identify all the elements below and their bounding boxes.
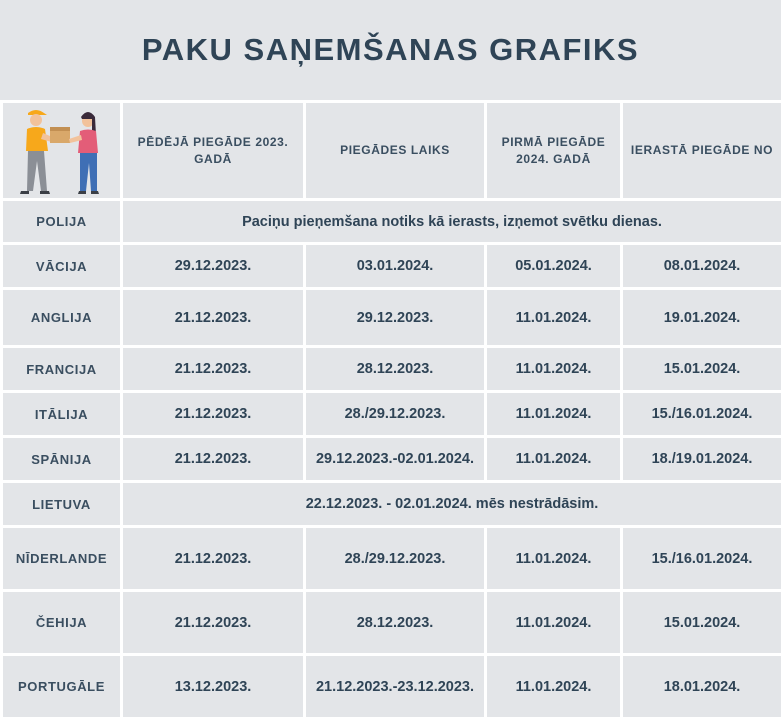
- country-cell: POLIJA: [2, 200, 122, 244]
- country-cell: FRANCIJA: [2, 347, 122, 392]
- country-cell: ČEHIJA: [2, 591, 122, 655]
- first-delivery-cell: 11.01.2024.: [486, 289, 622, 347]
- usual-delivery-cell: 08.01.2024.: [622, 244, 781, 289]
- table-row: [2, 392, 781, 437]
- table-row: [2, 591, 781, 655]
- header-last-delivery: PĒDĒJĀ PIEGĀDE 2023. GADĀ: [122, 102, 305, 200]
- table-row: [2, 482, 781, 527]
- country-cell: ANGLIJA: [2, 289, 122, 347]
- row-note: Paciņu pieņemšana notiks kā ierasts, izņemot svētku dienas.: [122, 200, 781, 244]
- usual-delivery-cell: 19.01.2024.: [622, 289, 781, 347]
- first-delivery-cell: 05.01.2024.: [486, 244, 622, 289]
- usual-delivery-cell: 15./16.01.2024.: [622, 527, 781, 591]
- first-delivery-cell: 11.01.2024.: [486, 591, 622, 655]
- country-cell: VĀCIJA: [2, 244, 122, 289]
- delivery-time-cell: 28.12.2023.: [305, 347, 486, 392]
- last-delivery-cell: 13.12.2023.: [122, 655, 305, 719]
- country-cell: ITĀLIJA: [2, 392, 122, 437]
- table-row: [2, 289, 781, 347]
- row-note: 22.12.2023. - 02.01.2024. mēs nestrādāsim.: [122, 482, 781, 527]
- delivery-time-cell: 03.01.2024.: [305, 244, 486, 289]
- page-title: PAKU SAŅEMŠANAS GRAFIKS: [141, 32, 640, 67]
- usual-delivery-cell: 15./16.01.2024.: [622, 392, 781, 437]
- usual-delivery-cell: 15.01.2024.: [622, 347, 781, 392]
- table-row: [2, 527, 781, 591]
- table-row: [2, 437, 781, 482]
- first-delivery-cell: 11.01.2024.: [486, 655, 622, 719]
- last-delivery-cell: 29.12.2023.: [122, 244, 305, 289]
- header-first-delivery: PIRMĀ PIEGĀDE 2024. GADĀ: [486, 102, 622, 200]
- delivery-time-cell: 28./29.12.2023.: [305, 527, 486, 591]
- usual-delivery-cell: 18./19.01.2024.: [622, 437, 781, 482]
- last-delivery-cell: 21.12.2023.: [122, 347, 305, 392]
- header-delivery-time: PIEGĀDES LAIKS: [305, 102, 486, 200]
- illustration-cell: [2, 102, 122, 200]
- table-row: [2, 200, 781, 244]
- first-delivery-cell: 11.01.2024.: [486, 392, 622, 437]
- country-cell: NĪDERLANDE: [2, 527, 122, 591]
- delivery-time-cell: 29.12.2023.-02.01.2024.: [305, 437, 486, 482]
- last-delivery-cell: 21.12.2023.: [122, 527, 305, 591]
- last-delivery-cell: 21.12.2023.: [122, 437, 305, 482]
- table-row: [2, 655, 781, 719]
- first-delivery-cell: 11.01.2024.: [486, 437, 622, 482]
- delivery-time-cell: 28.12.2023.: [305, 591, 486, 655]
- delivery-person-handing-package-icon: [14, 107, 110, 195]
- last-delivery-cell: 21.12.2023.: [122, 392, 305, 437]
- schedule-table: [0, 100, 781, 720]
- country-cell: SPĀNIJA: [2, 437, 122, 482]
- usual-delivery-cell: 18.01.2024.: [622, 655, 781, 719]
- header-row: [2, 102, 781, 200]
- header-usual-delivery: IERASTĀ PIEGĀDE NO: [622, 102, 781, 200]
- usual-delivery-cell: 15.01.2024.: [622, 591, 781, 655]
- delivery-time-cell: 21.12.2023.-23.12.2023.: [305, 655, 486, 719]
- table-row: [2, 244, 781, 289]
- first-delivery-cell: 11.01.2024.: [486, 527, 622, 591]
- table-row: [2, 347, 781, 392]
- first-delivery-cell: 11.01.2024.: [486, 347, 622, 392]
- delivery-time-cell: 28./29.12.2023.: [305, 392, 486, 437]
- last-delivery-cell: 21.12.2023.: [122, 289, 305, 347]
- country-cell: PORTUGĀLE: [2, 655, 122, 719]
- country-cell: LIETUVA: [2, 482, 122, 527]
- last-delivery-cell: 21.12.2023.: [122, 591, 305, 655]
- delivery-time-cell: 29.12.2023.: [305, 289, 486, 347]
